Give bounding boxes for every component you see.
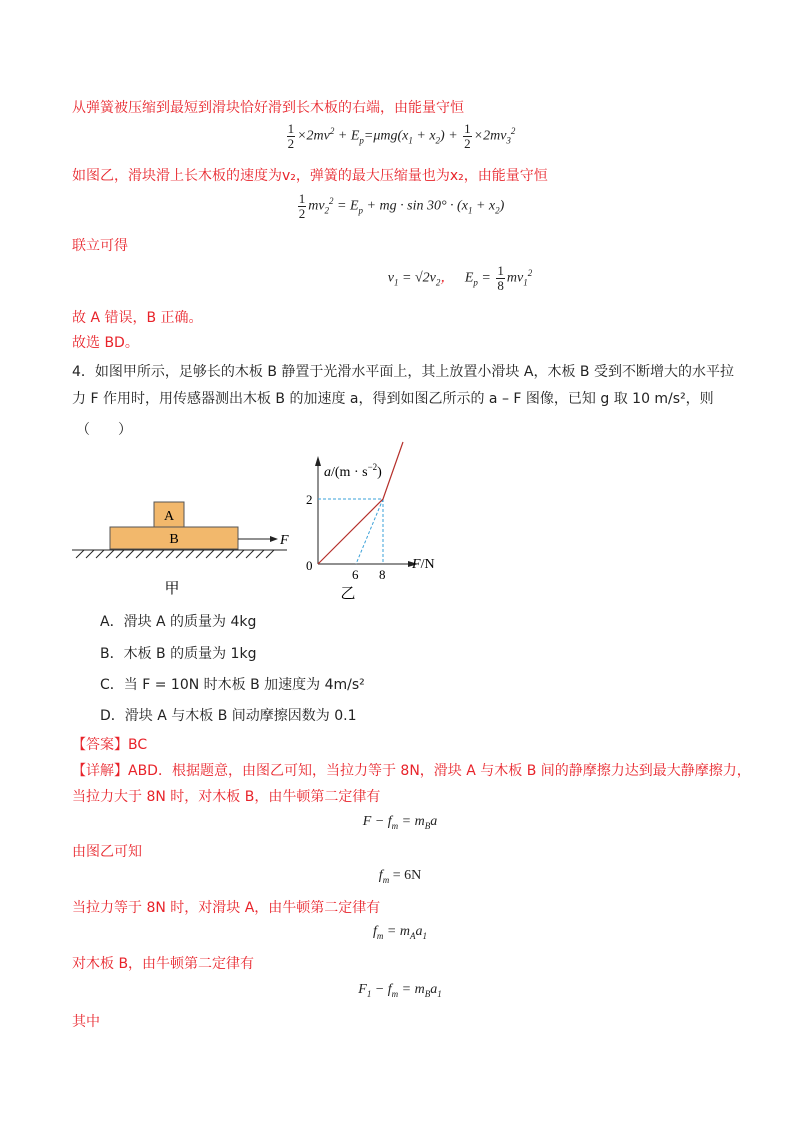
equation-3: $v_1 = √2v_2$， $E_p$ = $\frac{1}{8}$ $mv_1^2$: [387, 263, 533, 293]
ground-hatch: [76, 550, 274, 558]
option-b: B．木板 B 的质量为 1kg: [100, 646, 257, 662]
option-d: D．滑块 A 与木板 B 间动摩擦因数为 0.1: [100, 708, 357, 724]
detail-line-5: 对木板 B，由牛顿第二定律有: [72, 956, 255, 972]
question-4-bracket: （ ）: [76, 422, 132, 438]
origin-label: 0: [306, 558, 313, 573]
text-combine: 联立可得: [72, 238, 128, 254]
text-conclusion-a: 故 A 错误，B 正确。: [72, 310, 203, 326]
detail-line-2: 当拉力大于 8N 时，对木板 B，由牛顿第二定律有: [72, 789, 381, 805]
dash-diagonal: [356, 499, 383, 564]
detail-line-3: 由图乙可知: [72, 844, 142, 860]
option-c: C．当 F = 10N 时木板 B 加速度为 4m/s²: [100, 677, 365, 693]
text-choice-bd: 故选 BD。: [72, 335, 139, 351]
question-4-line-1: 4．如图甲所示，足够长的木板 B 静置于光滑水平面上，其上放置小滑块 A，木板 B 受到不断增大的水平拉: [72, 364, 734, 380]
board-b-label: B: [169, 532, 179, 547]
figure-jia-caption: 甲: [164, 581, 180, 597]
equation-1: $\frac{1}{2}$ $\times 2mv^2 + E_p=\mu mg(x_1 + x_2)$ + $\frac{1}{2}$ $\times 2mv_3^2$: [287, 121, 516, 151]
equation-newton-b: $F - f_m = m_Ba$: [362, 814, 438, 831]
x-tick-6: 6: [352, 567, 359, 582]
y-axis-label: $a/(m \cdot s^{-2})$: [324, 462, 382, 480]
x-axis-label: F/N: [412, 557, 435, 572]
figure-jia: [72, 490, 292, 600]
detail-line-1: 【详解】ABD．根据题意，由图乙可知，当拉力等于 8N，滑块 A 与木板 B 间的静摩擦力达到最大静摩擦力，: [72, 763, 751, 779]
y-axis-arrow: [315, 456, 321, 466]
force-label: F: [280, 533, 289, 548]
text-energy-2: 如图乙，滑块滑上长木板的速度为v₂，弹簧的最大压缩量也为x₂，由能量守恒: [72, 168, 548, 184]
answer: 【答案】BC: [72, 737, 148, 753]
figure-yi-graph: [300, 440, 460, 605]
equation-newton-a: $f_m = m_Aa_1$: [373, 924, 427, 941]
equation-fm: $f_m = 6N$: [378, 868, 422, 885]
option-a: A．滑块 A 的质量为 4kg: [100, 614, 257, 630]
a-f-graph-line: [318, 442, 403, 564]
block-a-label: A: [163, 509, 175, 524]
y-tick-2: 2: [306, 492, 313, 507]
text-energy-1: 从弹簧被压缩到最短到滑块恰好滑到长木板的右端，由能量守恒: [72, 100, 464, 116]
x-tick-8: 8: [379, 567, 386, 582]
detail-line-4: 当拉力等于 8N 时，对滑块 A，由牛顿第二定律有: [72, 900, 381, 916]
equation-2: $\frac{1}{2}$ $mv_2^2 = E_p$ + mg · $\sin 30^\circ \cdot (x_1 + x_2)$: [298, 191, 505, 221]
equation-newton-b1: $F_1 - f_m = m_Ba_1$: [358, 982, 442, 999]
figure-yi-caption: 乙: [340, 586, 356, 602]
question-4-line-2: 力 F 作用时，用传感器测出木板 B 的加速度 a，得到如图乙所示的 a – F 图像，已知 g 取 10 m/s²，则: [72, 391, 714, 407]
detail-line-6: 其中: [72, 1014, 100, 1030]
force-arrowhead: [270, 536, 278, 542]
